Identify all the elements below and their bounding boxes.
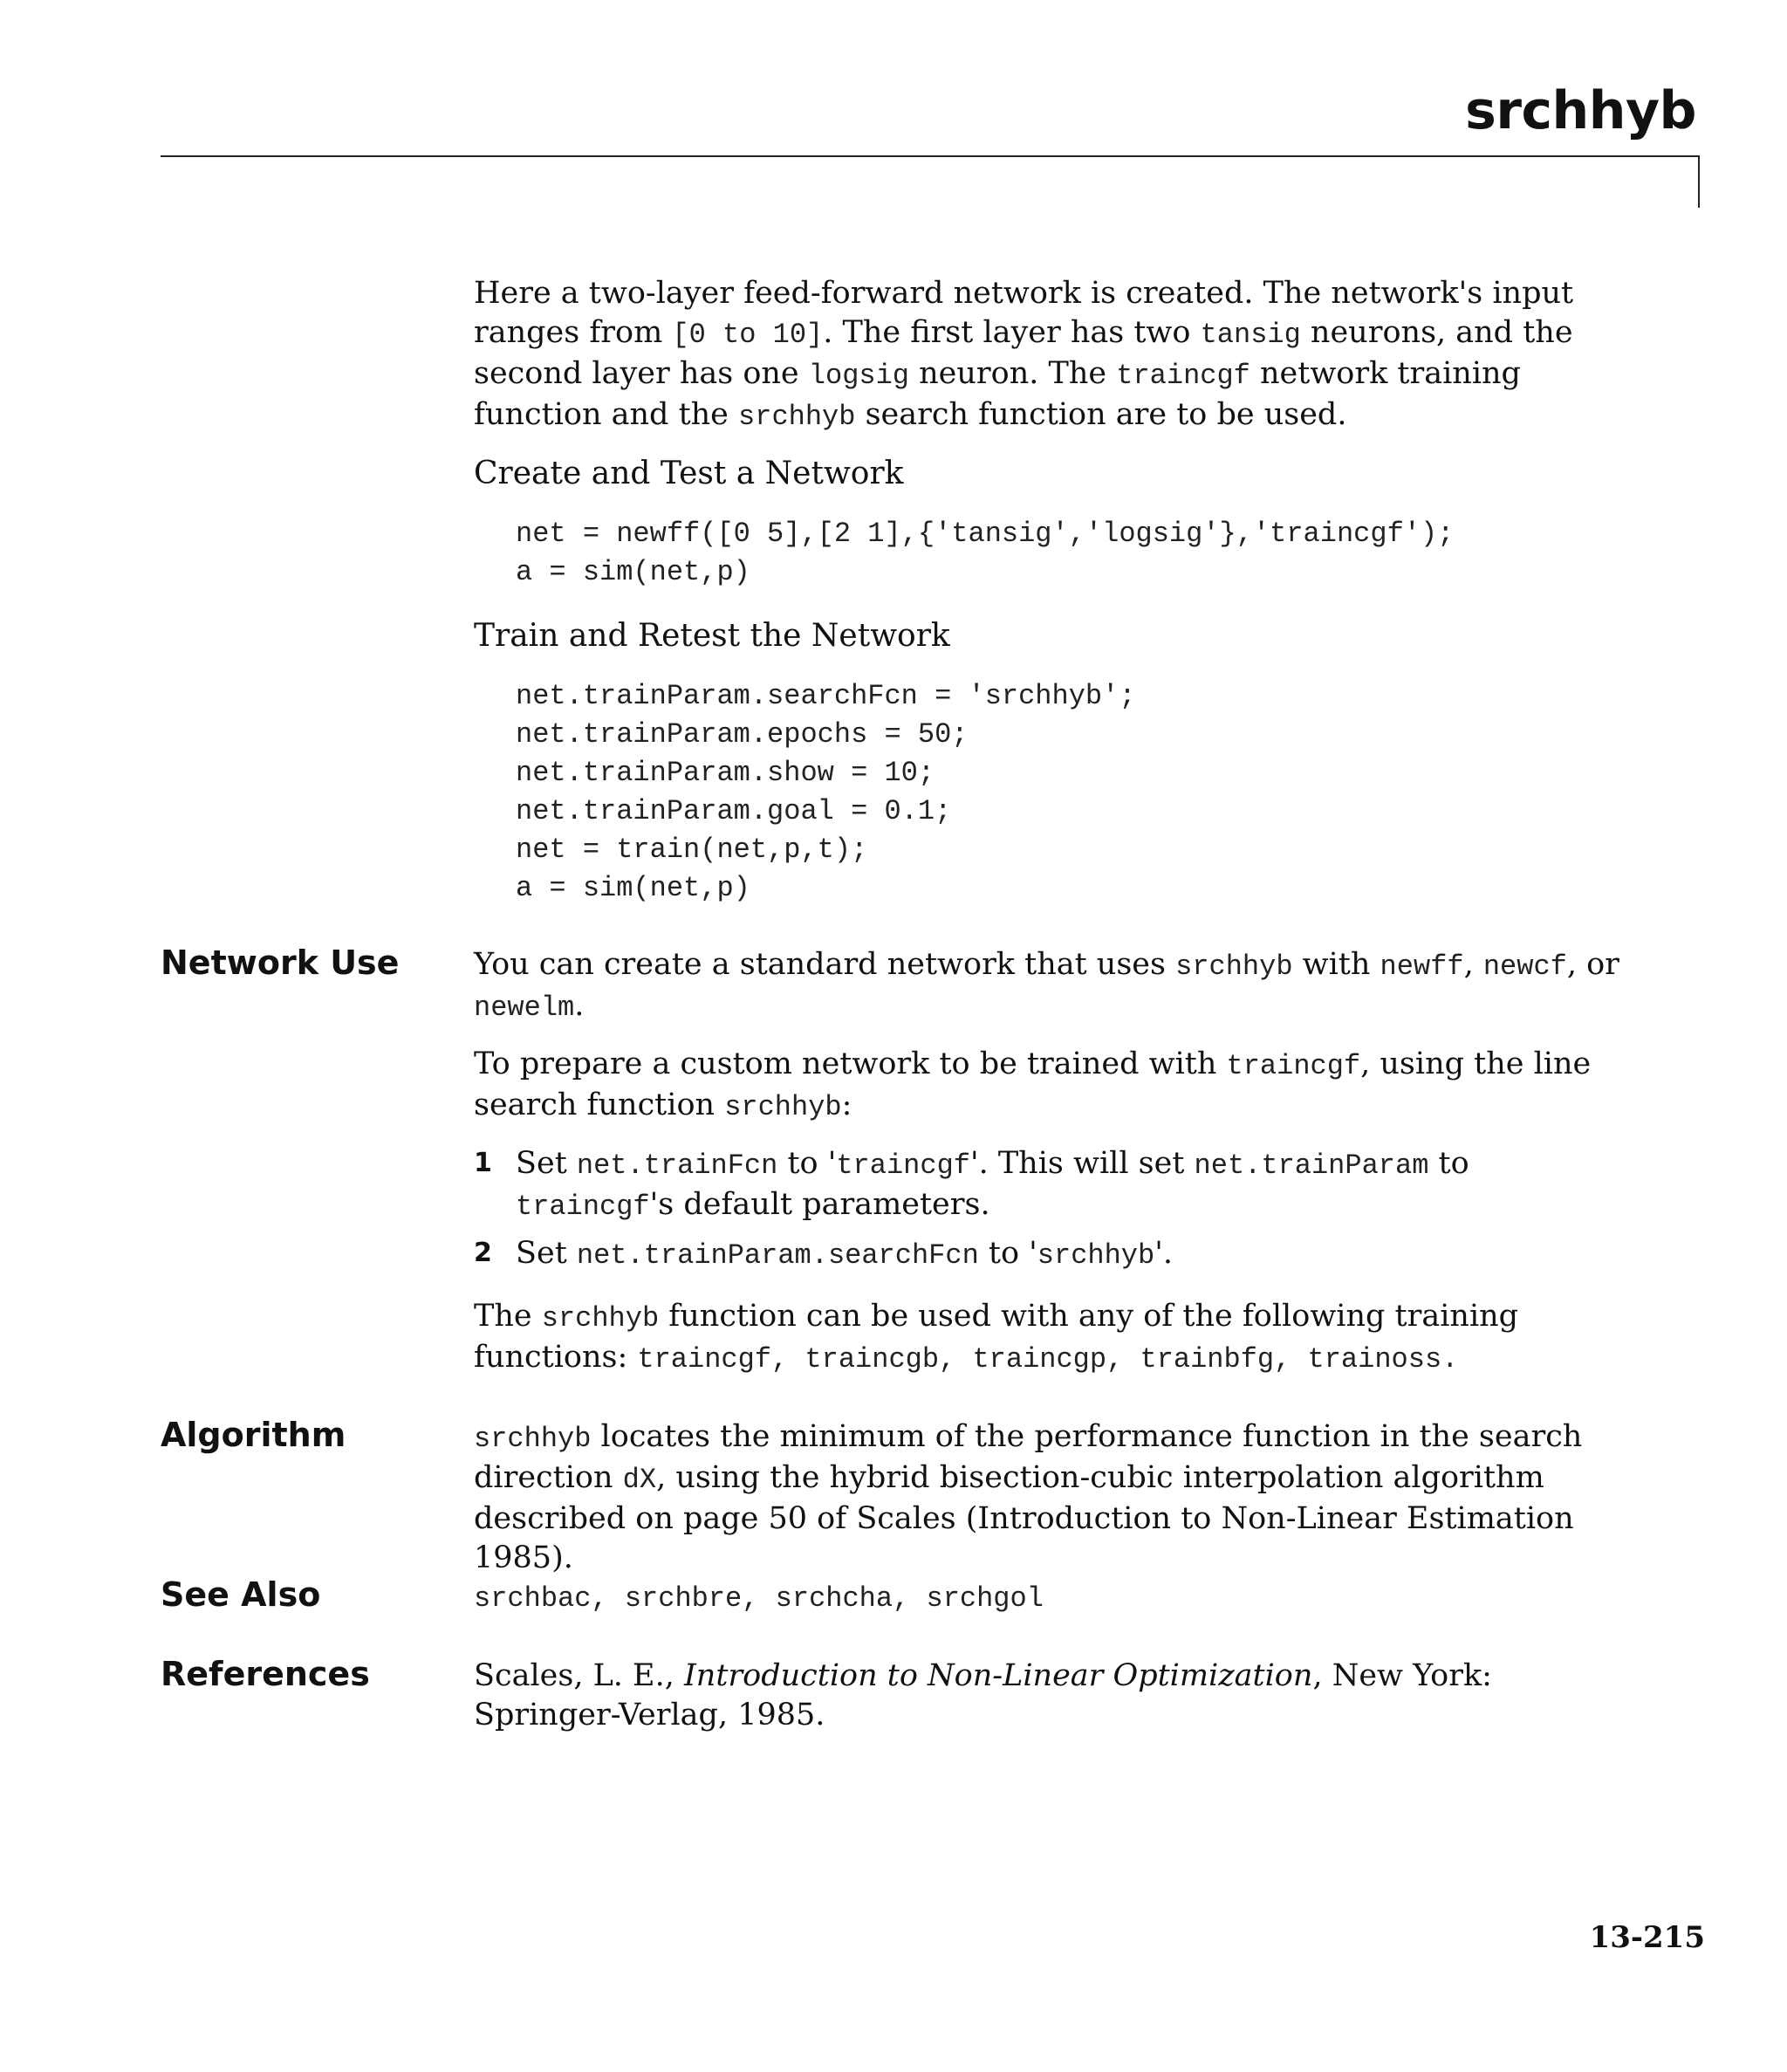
text-run: Set (516, 1146, 577, 1181)
text-run: Scales, L. E., (474, 1658, 684, 1693)
step-list-item-2 (474, 1234, 1626, 1274)
create-test-heading: Create and Test a Network (474, 456, 904, 491)
code-inline: newelm (474, 991, 575, 1024)
header-rule (161, 155, 1700, 157)
code-inline: dX (622, 1464, 657, 1496)
text-run: You can create a standard network that uses (474, 947, 1176, 982)
text-run: to ' (978, 1236, 1037, 1271)
text-run: to ' (777, 1146, 837, 1181)
text-run: function can be used with any of the following training functions: (474, 1299, 1519, 1375)
text-run: . The first layer has two (823, 315, 1201, 350)
intro-paragraph (474, 274, 1626, 436)
step-number: 1 (474, 1148, 492, 1178)
text-run: The (474, 1299, 542, 1334)
text-run: : (841, 1087, 852, 1122)
code-inline: [0 to 10] (672, 319, 824, 351)
create-test-code: net = newff([0 5],[2 1],{'tansig','logsig'},'traincgf'); a = sim(net,p) (516, 518, 1455, 588)
references-paragraph (474, 1657, 1626, 1735)
step-number: 2 (474, 1238, 492, 1268)
text-run: Set (516, 1236, 577, 1271)
text-run: search function are to be used. (855, 397, 1347, 432)
text-run: '. This will set (969, 1146, 1195, 1181)
code-inline: traincgf (1116, 360, 1250, 392)
code-inline: logsig (808, 360, 909, 392)
step-text (516, 1234, 1633, 1275)
text-run: , New York: Springer-Verlag, 1985. (474, 1658, 1492, 1732)
text-run: to (1428, 1146, 1469, 1181)
text-run: locates the minimum of the performance function in the search direction (474, 1419, 1583, 1495)
code-inline: traincgf (1226, 1050, 1361, 1082)
text-run: To prepare a custom network to be trained with (474, 1046, 1227, 1081)
see-also-list (474, 1577, 1626, 1618)
train-retest-code: net.trainParam.searchFcn = 'srchhyb'; net.trainParam.epochs = 50; net.trainParam.show = 10; net.trainParam.goal = 0.1; net = train(net,p,t); a = sim(net,p) (516, 680, 1136, 904)
text-run: Here a two-layer feed-forward network is created. The network's input ranges from (474, 276, 1574, 350)
code-inline: traincgf (836, 1149, 970, 1182)
code-inline: srchhyb (738, 401, 856, 433)
code-inline: srchhyb (541, 1302, 660, 1334)
page-title: srchhyb (1465, 80, 1696, 141)
network-use-paragraph-1 (474, 945, 1626, 1027)
code-inline: tansig (1200, 319, 1301, 351)
code-inline: newcf (1482, 950, 1567, 983)
page-number: 13-215 (1589, 1920, 1705, 1955)
code-inline: srchhyb (1175, 950, 1293, 983)
text-run: neurons, and the second layer has one (474, 315, 1573, 391)
text-run: 's default parameters. (649, 1187, 990, 1222)
code-inline: traincgf, traincgb, traincgp, trainbfg, trainoss. (637, 1343, 1459, 1376)
section-label-see-also: See Also (161, 1575, 321, 1614)
code-inline: srchhyb (474, 1423, 592, 1455)
code-inline: net.trainParam (1194, 1149, 1429, 1182)
text-run: , using the line search function (474, 1046, 1592, 1122)
see-also-items: srchbac, srchbre, srchcha, srchgol (474, 1582, 1044, 1615)
text-run: neuron. The (909, 356, 1117, 391)
text-run: network training function and the (474, 356, 1521, 432)
text-run: with (1292, 947, 1380, 982)
text-run: . (574, 988, 585, 1023)
network-use-paragraph-3 (474, 1297, 1626, 1379)
step-list-item-1 (474, 1144, 1626, 1223)
text-run: , using the hybrid bisection-cubic interpolation algorithm described on page 50 of Scales (Introduction to Non-Linear Estimation 1985). (474, 1460, 1574, 1575)
text-run: '. (1154, 1236, 1173, 1271)
code-inline: net.trainFcn (576, 1149, 778, 1182)
algorithm-paragraph (474, 1417, 1626, 1578)
network-use-paragraph-2 (474, 1045, 1626, 1127)
section-label-algorithm: Algorithm (161, 1416, 346, 1454)
step-text (516, 1144, 1633, 1226)
text-run: , (1463, 947, 1483, 982)
header-rule-tick (1698, 155, 1700, 208)
book-title: Introduction to Non-Linear Optimization (683, 1658, 1313, 1693)
code-inline: newff (1380, 950, 1464, 983)
section-label-network-use: Network Use (161, 943, 400, 982)
text-run: , or (1566, 947, 1619, 982)
train-retest-heading: Train and Retest the Network (474, 618, 950, 654)
code-inline: net.trainParam.searchFcn (576, 1239, 979, 1272)
code-inline: traincgf (516, 1190, 650, 1223)
code-inline: srchhyb (724, 1091, 842, 1123)
section-label-references: References (161, 1655, 370, 1693)
code-inline: srchhyb (1037, 1239, 1155, 1272)
